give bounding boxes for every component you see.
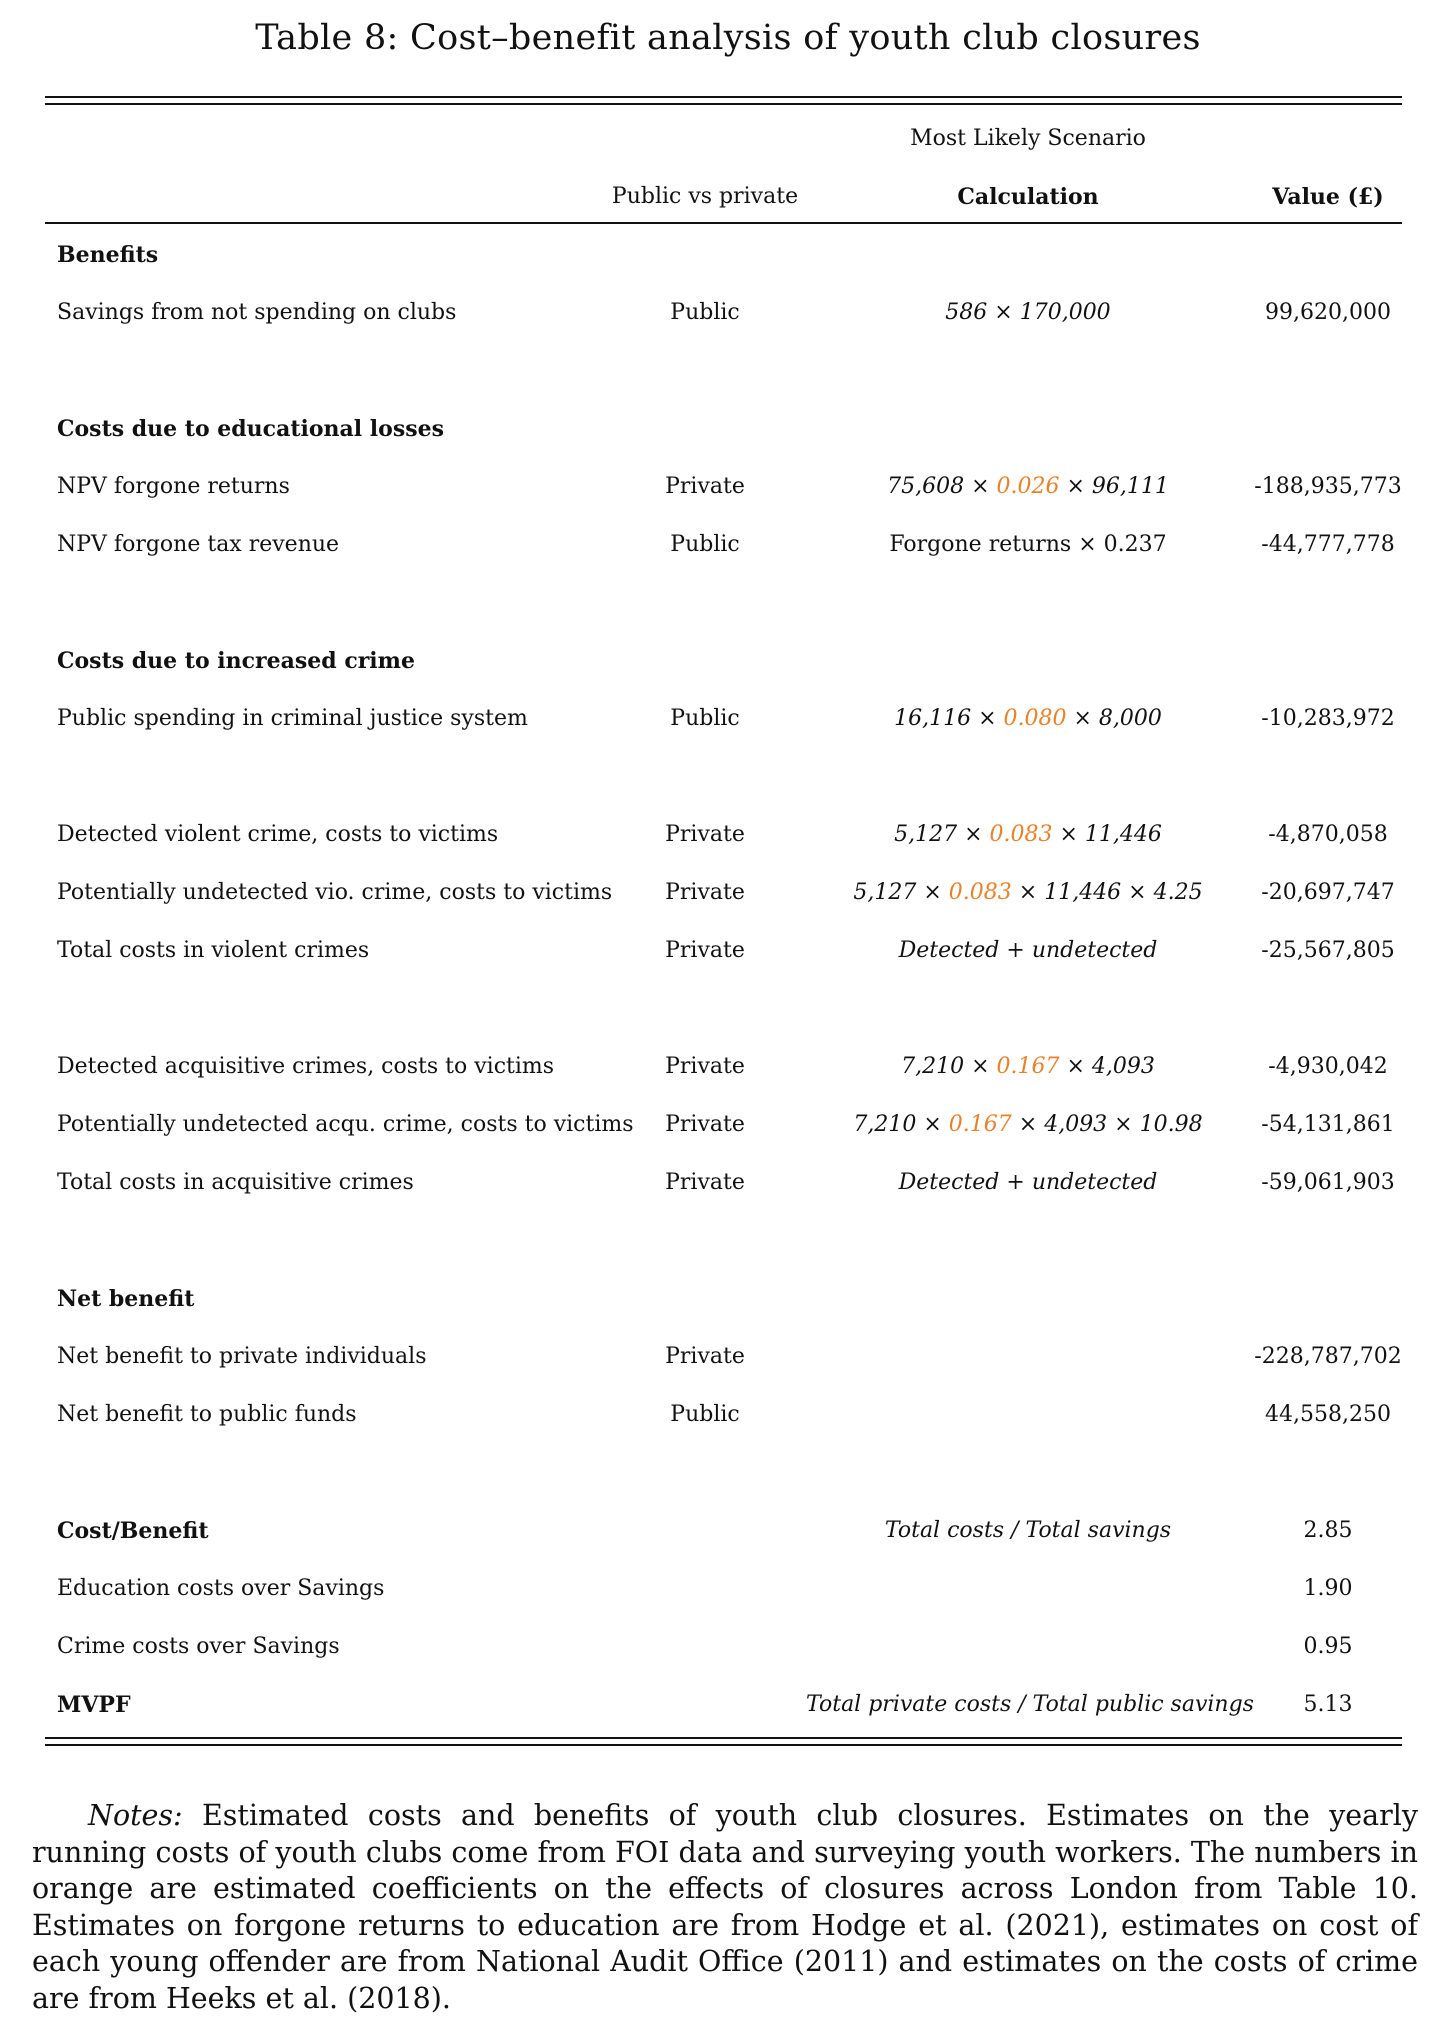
row-calc-acq-total: Detected + undetected [898,1170,1158,1195]
row-type-net-public: Public [670,1402,740,1427]
row-value-acq-det: -4,930,042 [1268,1054,1388,1079]
bottom-rule [45,1737,1402,1739]
row-value-npv-tax: -44,777,778 [1261,532,1395,557]
section-cost-benefit: Cost/Benefit [57,1518,209,1544]
row-label-acq-undet: Potentially undetected acqu. crime, costs to victims [57,1112,634,1137]
row-calc-acq-det: 7,210 × 0.167 × 4,093 [901,1054,1155,1079]
row-type-viol-det: Private [665,822,745,847]
scenario-header: Most Likely Scenario [910,126,1146,151]
table-notes [32,1798,1418,2017]
row-value-cost-benefit: 2.85 [1303,1518,1353,1543]
header-calculation: Calculation [957,184,1099,210]
row-value-viol-undet: -20,697,747 [1261,880,1395,905]
row-value-net-private: -228,787,702 [1254,1344,1402,1369]
row-label-edu-over: Education costs over Savings [57,1576,385,1601]
row-label-net-private: Net benefit to private individuals [57,1344,427,1369]
coefficient: 0.083 [989,822,1053,847]
row-calc-cjs: 16,116 × 0.080 × 8,000 [894,706,1162,731]
row-label-acq-det: Detected acquisitive crimes, costs to victims [57,1054,555,1079]
coefficient: 0.080 [1003,706,1067,731]
row-label-crime-over: Crime costs over Savings [57,1634,340,1659]
row-value-npv-returns: -188,935,773 [1254,474,1402,499]
row-label-acq-total: Total costs in acquisitive crimes [57,1170,414,1195]
row-calc-cost-benefit: Total costs / Total savings [884,1518,1172,1543]
row-value-acq-total: -59,061,903 [1261,1170,1395,1195]
row-type-viol-undet: Private [665,880,745,905]
row-calc-viol-total: Detected + undetected [898,938,1158,963]
row-label-viol-det: Detected violent crime, costs to victims [57,822,499,847]
header-rule [45,222,1402,224]
section-mvpf: MVPF [57,1692,131,1718]
row-value-cjs: -10,283,972 [1261,706,1395,731]
section-benefits: Benefits [57,242,159,268]
row-label-npv-returns: NPV forgone returns [57,474,290,499]
row-calc-viol-det: 5,127 × 0.083 × 11,446 [894,822,1162,847]
row-type-savings: Public [670,300,740,325]
top-rule-second [45,103,1402,105]
coefficient: 0.083 [948,880,1012,905]
row-type-acq-det: Private [665,1054,745,1079]
row-calc-savings: 586 × 170,000 [945,300,1111,325]
row-value-mvpf: 5.13 [1303,1692,1353,1717]
coefficient: 0.026 [996,474,1060,499]
table-caption: Table 8: Cost–benefit analysis of youth club closures [255,18,1201,58]
row-type-npv-returns: Private [665,474,745,499]
row-type-acq-undet: Private [665,1112,745,1137]
notes-lead: Notes: [88,1799,183,1832]
row-label-savings: Savings from not spending on clubs [57,300,457,325]
row-value-viol-total: -25,567,805 [1261,938,1395,963]
row-label-net-public: Net benefit to public funds [57,1402,357,1427]
section-education: Costs due to educational losses [57,416,444,442]
row-type-acq-total: Private [665,1170,745,1195]
row-label-cjs: Public spending in criminal justice system [57,706,528,731]
section-crime: Costs due to increased crime [57,648,415,674]
row-calc-mvpf: Total private costs / Total public savings [806,1692,1254,1717]
coefficient: 0.167 [996,1054,1060,1079]
row-value-net-public: 44,558,250 [1265,1402,1391,1427]
header-public-private: Public vs private [611,184,799,209]
section-net: Net benefit [57,1286,195,1312]
row-calc-npv-returns: 75,608 × 0.026 × 96,111 [887,474,1169,499]
row-value-viol-det: -4,870,058 [1268,822,1388,847]
header-value: Value (£) [1272,184,1384,210]
row-label-npv-tax: NPV forgone tax revenue [57,532,340,557]
notes-text: Estimated costs and benefits of youth club closures. Estimates on the yearly running costs of youth clubs come from FOI data and surveying youth workers. The numbers in orange are estimated coefficients on the effects of closures across London from Table 10. Estimates on forgone returns to education are from Hodge et al. (2021), estimates on cost of each young offender are from National Audit Office (2011) and estimates on the costs of crime are from Heeks et al. (2018). [32,1799,1418,2015]
row-type-cjs: Public [670,706,740,731]
top-rule [45,96,1402,98]
row-calc-npv-tax: Forgone returns × 0.237 [889,532,1167,557]
row-value-acq-undet: -54,131,861 [1261,1112,1395,1137]
row-calc-acq-undet: 7,210 × 0.167 × 4,093 × 10.98 [853,1112,1203,1137]
row-value-crime-over: 0.95 [1303,1634,1353,1659]
coefficient: 0.167 [948,1112,1012,1137]
row-calc-viol-undet: 5,127 × 0.083 × 11,446 × 4.25 [853,880,1203,905]
row-label-viol-undet: Potentially undetected vio. crime, costs to victims [57,880,613,905]
row-type-net-private: Private [665,1344,745,1369]
row-type-viol-total: Private [665,938,745,963]
row-value-edu-over: 1.90 [1303,1576,1353,1601]
row-value-savings: 99,620,000 [1265,300,1391,325]
bottom-rule-second [45,1744,1402,1746]
row-type-npv-tax: Public [670,532,740,557]
row-label-viol-total: Total costs in violent crimes [57,938,370,963]
